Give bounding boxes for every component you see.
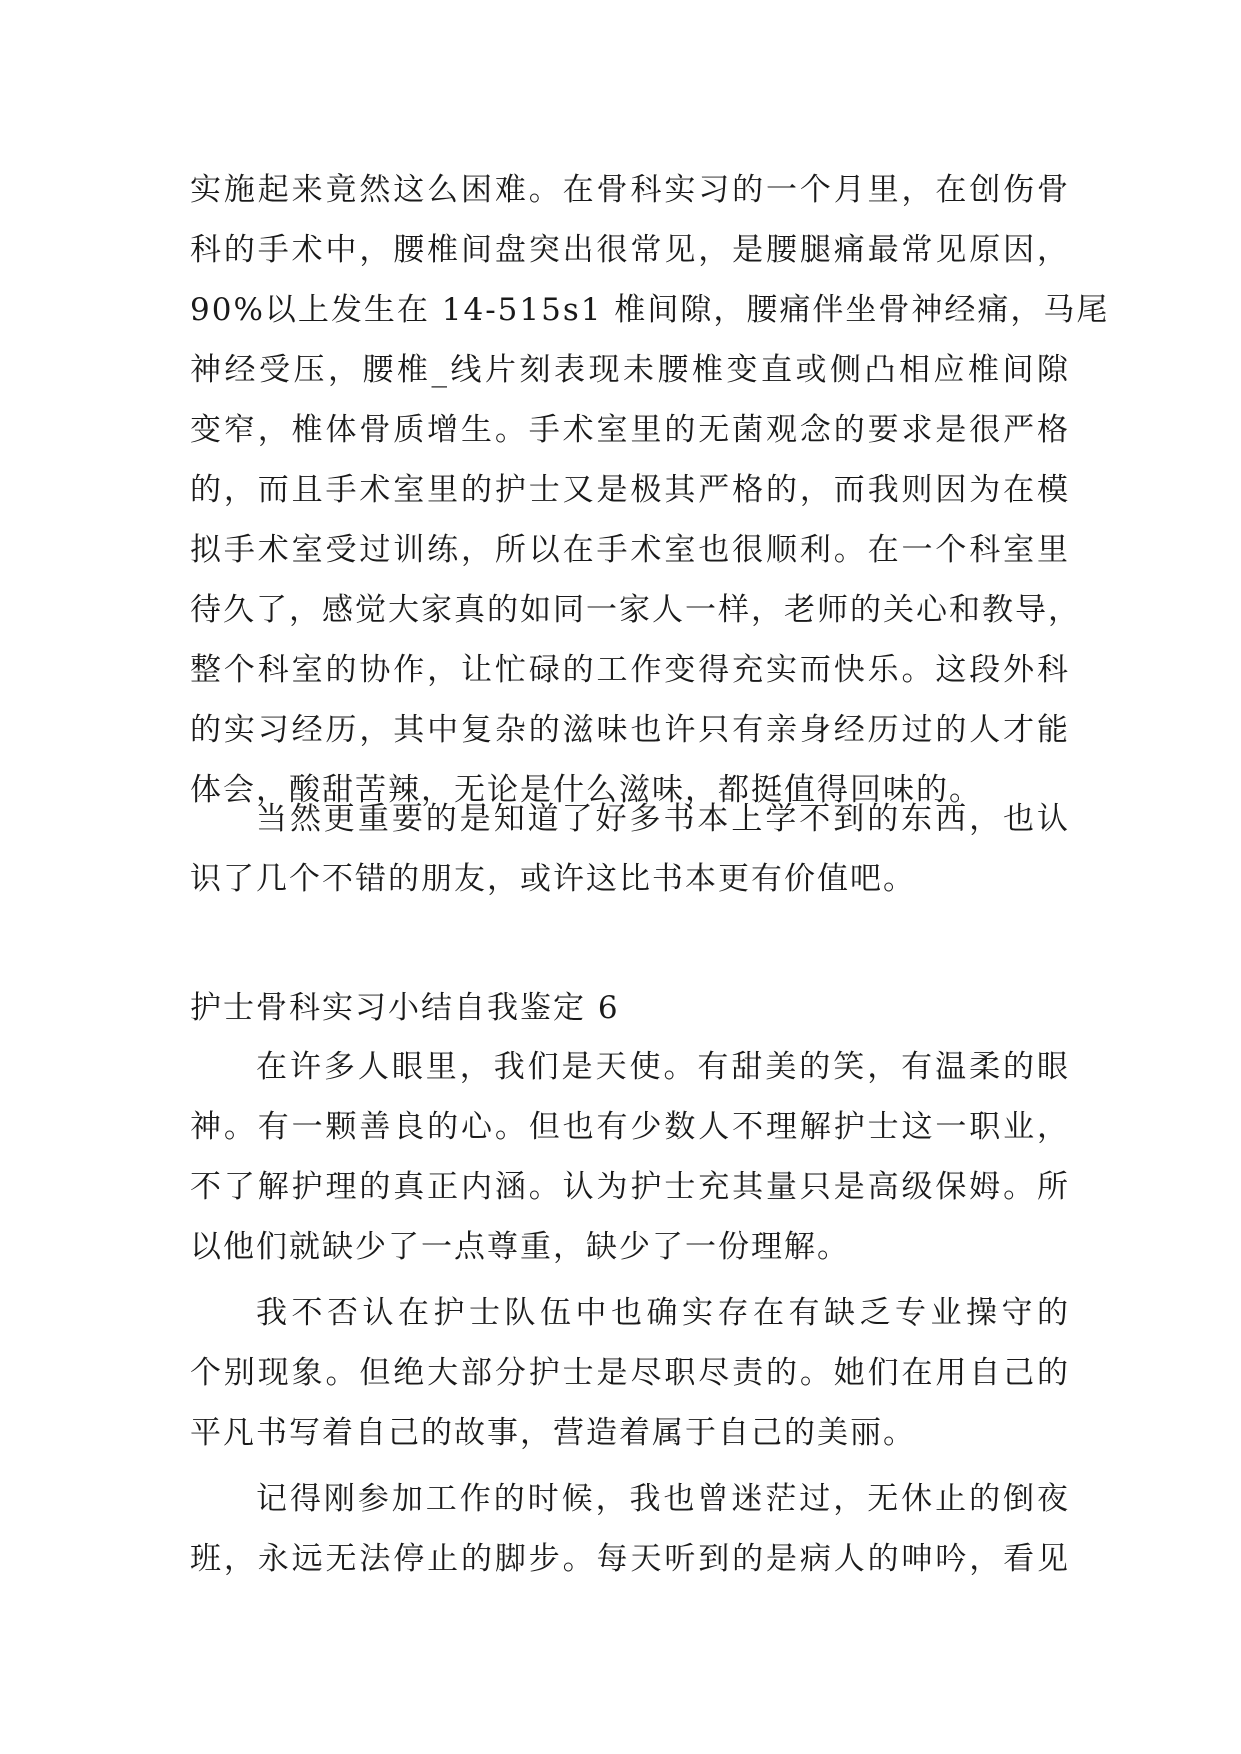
text-line: 当然更重要的是知道了好多书本上学不到的东西，也认 bbox=[256, 801, 1070, 837]
paragraph-more-important bbox=[190, 789, 1070, 909]
text-line: 我不否认在护士队伍中也确实存在有缺乏专业操守的 bbox=[256, 1295, 1070, 1331]
text-line: 班，永远无法停止的脚步。每天听到的是病人的呻吟，看见 bbox=[190, 1541, 1070, 1577]
paragraph-first-job bbox=[190, 1469, 1070, 1589]
text-line: 科的手术中，腰椎间盘突出很常见，是腰腿痛最常见原因， bbox=[190, 232, 1070, 268]
paragraph-angels bbox=[190, 1037, 1070, 1277]
text-line: 变窄，椎体骨质增生。手术室里的无菌观念的要求是很严格 bbox=[190, 412, 1070, 448]
text-line: 以他们就缺少了一点尊重，缺少了一份理解。 bbox=[190, 1229, 850, 1265]
text-line: 神。有一颗善良的心。但也有少数人不理解护士这一职业， bbox=[190, 1109, 1070, 1145]
text-line: 神经受压，腰椎_线片刻表现未腰椎变直或侧凸相应椎间隙 bbox=[190, 352, 1070, 388]
text-line: 的，而且手术室里的护士又是极其严格的，而我则因为在模 bbox=[190, 472, 1070, 508]
text-line: 整个科室的协作，让忙碌的工作变得充实而快乐。这段外科 bbox=[190, 652, 1070, 688]
text-line: 不了解护理的真正内涵。认为护士充其量只是高级保姆。所 bbox=[190, 1169, 1070, 1205]
text-line: 90%以上发生在 14-515s1 椎间隙，腰痛伴坐骨神经痛，马尾 bbox=[190, 292, 1110, 328]
text-line: 个别现象。但绝大部分护士是尽职尽责的。她们在用自己的 bbox=[190, 1355, 1070, 1391]
text-line: 实施起来竟然这么困难。在骨科实习的一个月里，在创伤骨 bbox=[190, 172, 1070, 208]
paragraph-surgery-experience bbox=[190, 160, 1110, 820]
text-line: 记得刚参加工作的时候，我也曾迷茫过，无休止的倒夜 bbox=[256, 1481, 1070, 1517]
section-heading bbox=[190, 978, 1070, 1038]
paragraph-dedication bbox=[190, 1283, 1070, 1463]
text-line: 在许多人眼里，我们是天使。有甜美的笑，有温柔的眼 bbox=[256, 1049, 1070, 1085]
text-line: 识了几个不错的朋友，或许这比书本更有价值吧。 bbox=[190, 861, 916, 897]
heading-text: 护士骨科实习小结自我鉴定 6 bbox=[190, 990, 620, 1026]
text-line: 体会，酸甜苦辣，无论是什么滋味，都挺值得回味的。 bbox=[190, 772, 982, 808]
text-line: 拟手术室受过训练，所以在手术室也很顺利。在一个科室里 bbox=[190, 532, 1070, 568]
text-line: 平凡书写着自己的故事，营造着属于自己的美丽。 bbox=[190, 1415, 916, 1451]
text-line: 待久了，感觉大家真的如同一家人一样，老师的关心和教导， bbox=[190, 592, 1081, 628]
text-line: 的实习经历，其中复杂的滋味也许只有亲身经历过的人才能 bbox=[190, 712, 1070, 748]
